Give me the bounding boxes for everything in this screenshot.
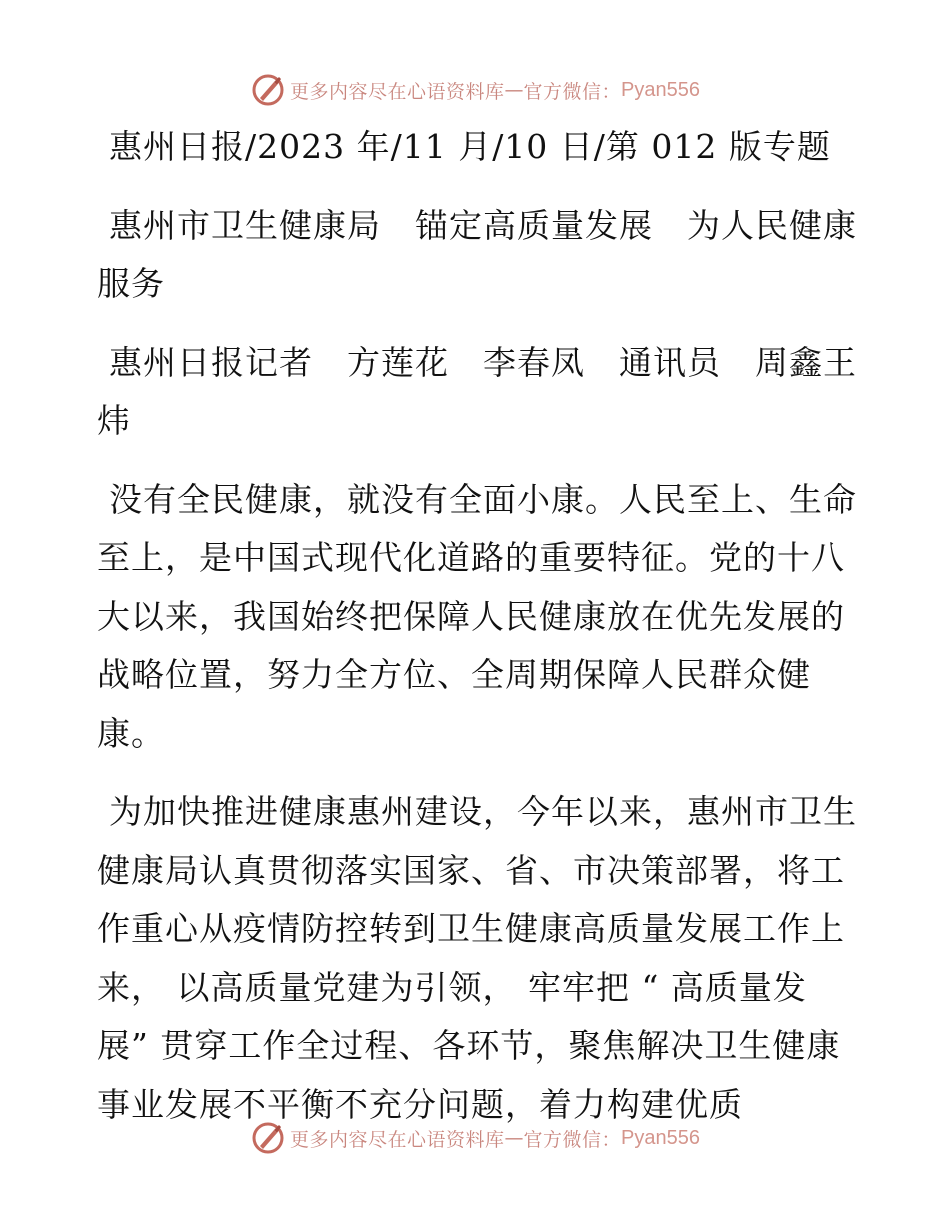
watermark-separator: — — [504, 79, 524, 101]
watermark-header — [0, 70, 950, 110]
watermark-wechat-id: Pyan556 — [621, 1126, 700, 1149]
watermark-separator: — — [504, 1127, 524, 1149]
article-paragraph-2: 为加快推进健康惠州建设，今年以来，惠州市卫生健康局认真贯彻落实国家、省、市决策部署，将工作重心从疫情防控转到卫生健康高质量发展工作上来， 以高质量党建为引领， 牢牢把 “ 高质量发展” 贯穿工作全过程、各环节，聚焦解决卫生健康事业发展不平衡不充分问题，着力构建优质 — [97, 792, 857, 1124]
watermark-official-label: 官方微信： — [523, 80, 622, 103]
watermark-main-text: 更多内容尽在心语资料库 — [290, 80, 505, 103]
article-source-line: 惠州日报/2023 年/11 月/10 日/第 012 版专题 — [109, 127, 831, 166]
watermark-main-text: 更多内容尽在心语资料库 — [290, 1128, 505, 1151]
watermark-wechat-id: Pyan556 — [621, 78, 700, 101]
pen-seal-logo-icon — [250, 1120, 286, 1156]
pen-seal-logo-icon — [250, 72, 286, 108]
watermark-official-label: 官方微信： — [523, 1128, 622, 1151]
article-body — [97, 118, 857, 1154]
article-headline: 惠州市卫生健康局 锚定高质量发展 为人民健康服务 — [97, 205, 857, 303]
watermark-footer — [0, 1118, 950, 1158]
article-byline: 惠州日报记者 方莲花 李春凤 通讯员 周鑫王炜 — [97, 342, 857, 440]
article-paragraph-1: 没有全民健康，就没有全面小康。人民至上、生命至上，是中国式现代化道路的重要特征。党的十八大以来，我国始终把保障人民健康放在优先发展的战略位置，努力全方位、全周期保障人民群众健康。 — [97, 479, 857, 753]
